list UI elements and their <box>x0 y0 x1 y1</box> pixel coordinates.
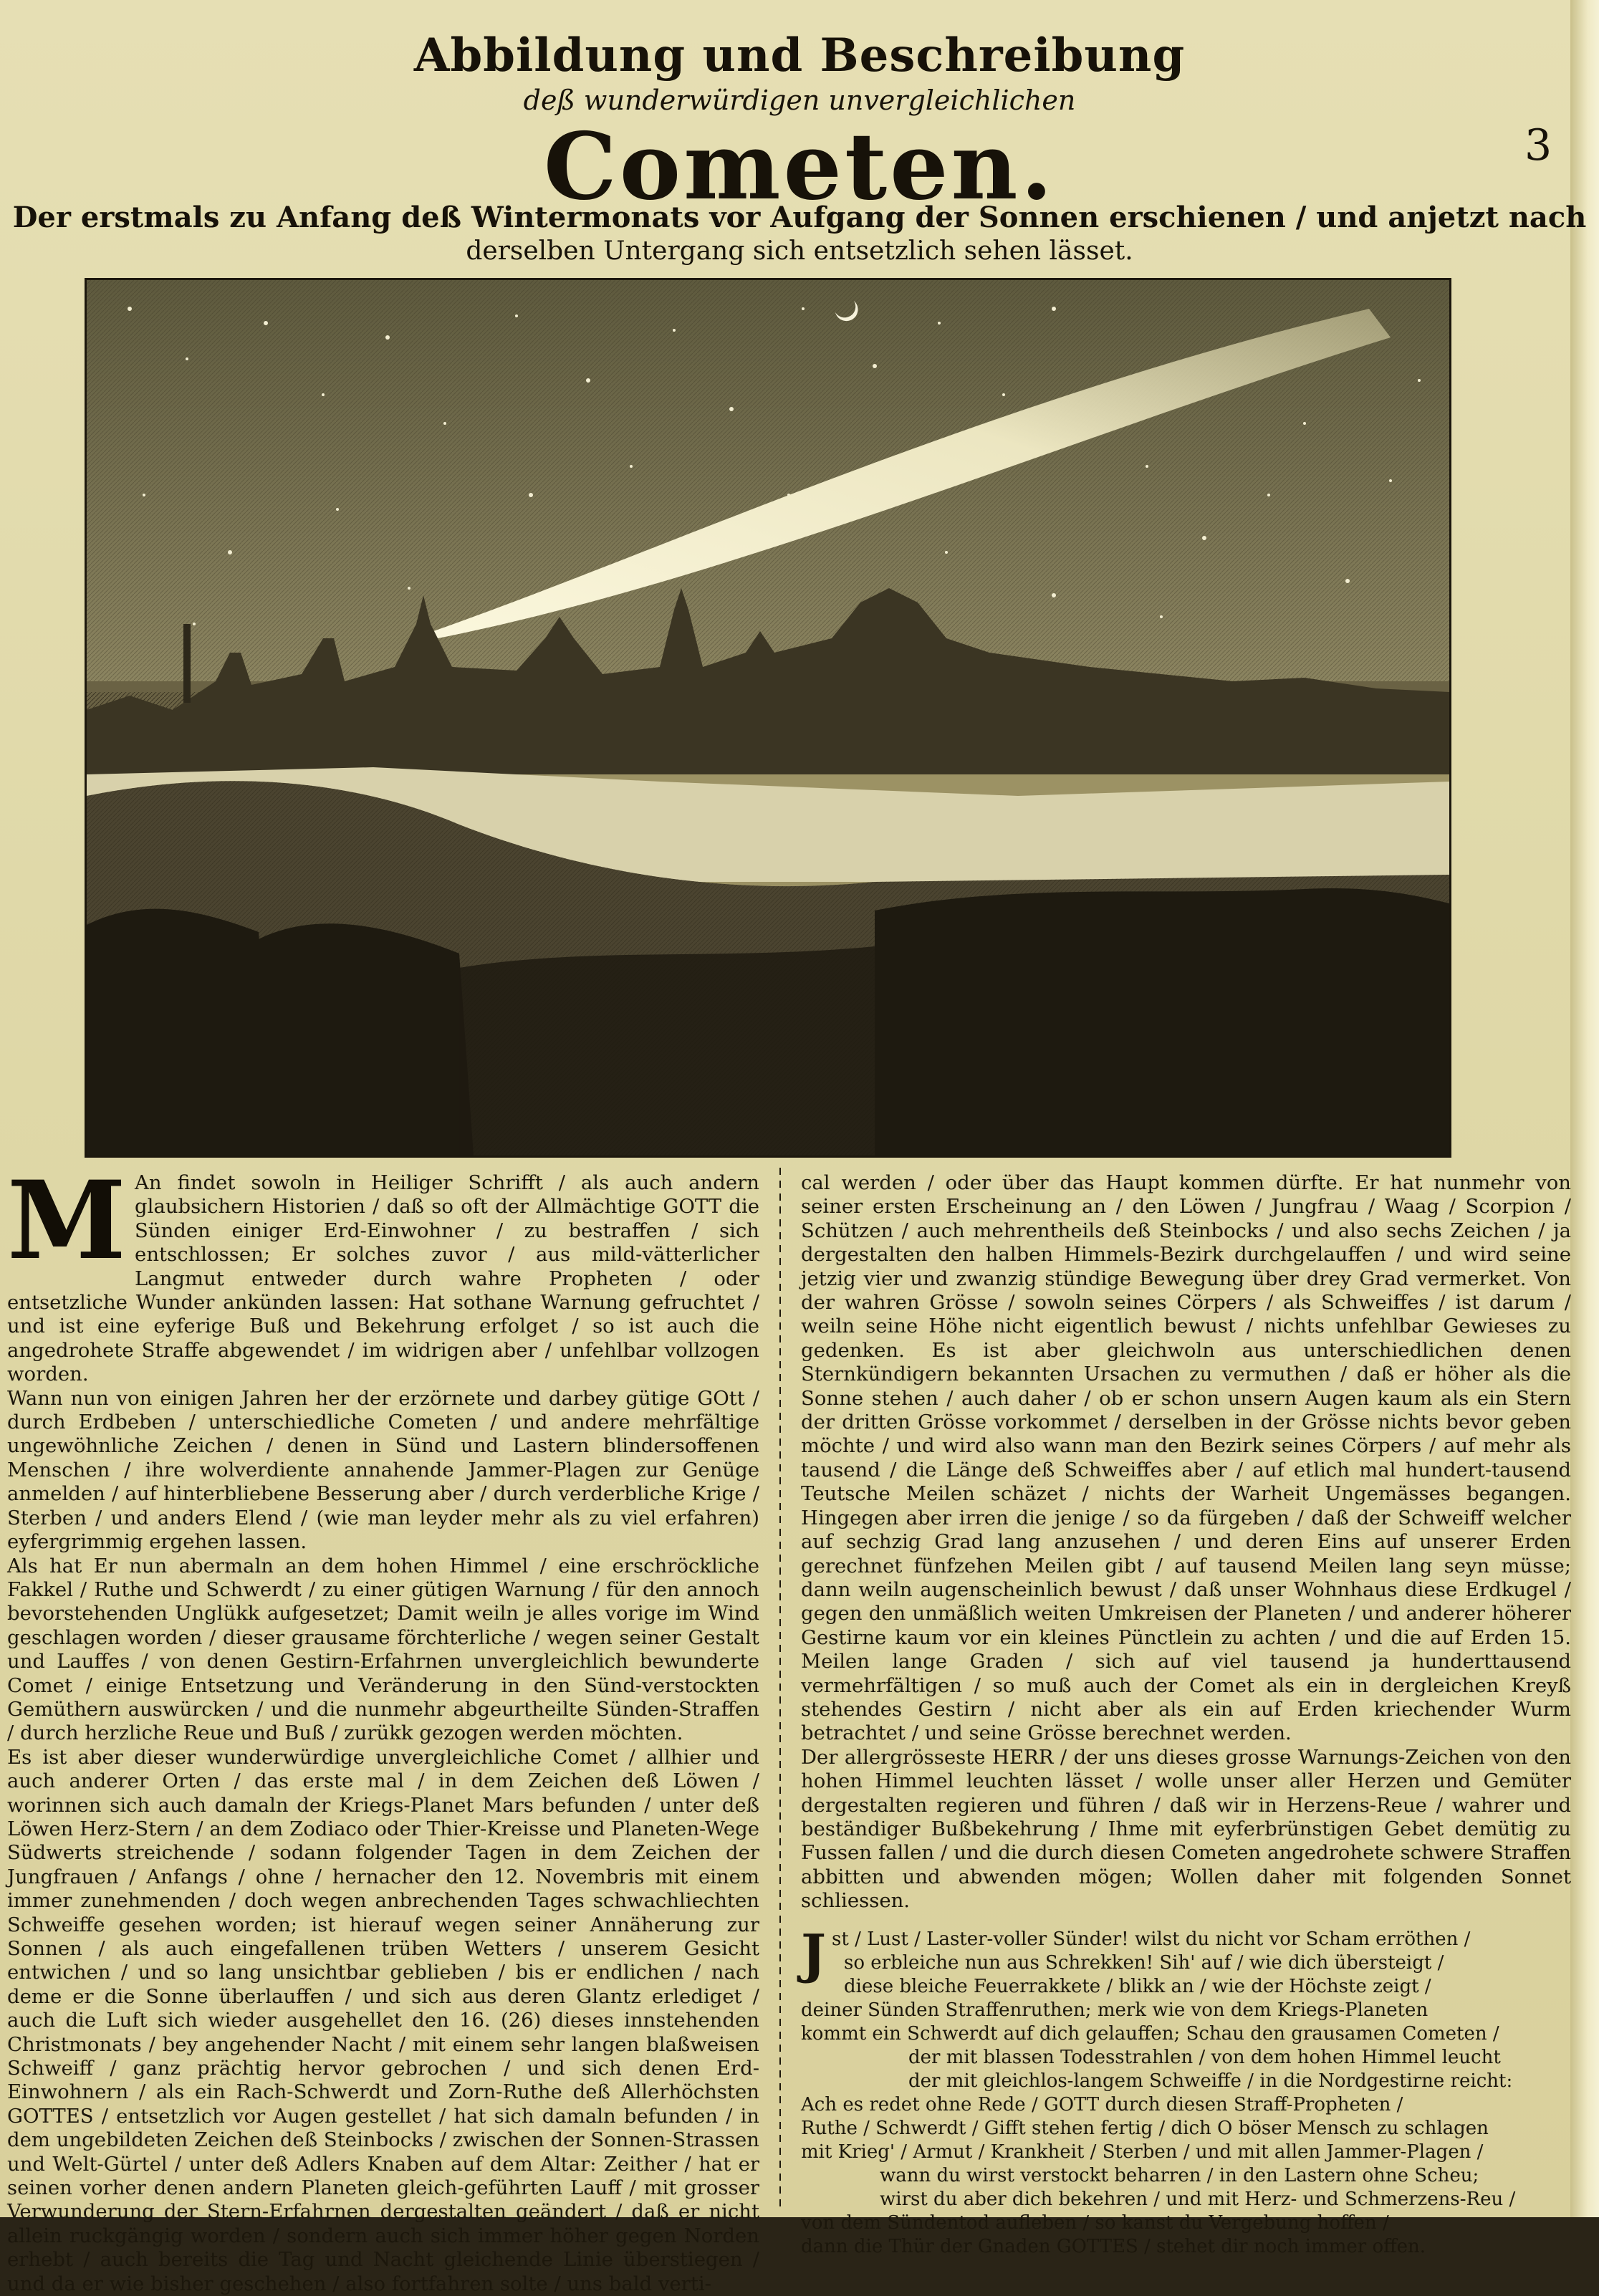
page-edge <box>1570 0 1599 2217</box>
drop-cap: M <box>7 1158 127 1284</box>
main-title: Cometen. <box>543 113 1056 221</box>
sonnet-line: wann du wirst verstockt beharren / in den Lastern ohne Scheu; <box>880 2164 1479 2186</box>
comet-engraving <box>85 278 1451 1158</box>
subtitle-line-2: derselben Untergang sich entsetzlich sehen lässet. <box>466 236 1133 266</box>
engraving-illustration <box>87 280 1449 1156</box>
paragraph: Als hat Er nun abermaln an dem hohen Himmel / eine erschröckliche Fakkel / Ruthe und Schwerdt / zu einer gütigen Warnung / für den annoch bevorstehenden Unglükk aufgesetzet; Damit weiln je alles vorige im Wind geschlagen worden / dieser grausame förchterliche / wegen seiner Gestalt und Lauffes / von denen Gestirn-Erfahrnen unvergleichlich bewunderte Comet / einige Entsetzung und Veränderung in den Sünd-verstockten Gemüthern auswürcken / und die nunmehr abgeurtheilte Sünden-Straffen / durch herzliche Reue und Buß / zurükk gezogen werden möchten. <box>7 1554 759 1745</box>
sonnet-initial: J <box>801 1923 827 1985</box>
sonnet-line: Ach es redet ohne Rede / GOTT durch diesen Straff-Propheten / <box>801 2093 1403 2115</box>
paragraph: Es ist aber dieser wunderwürdige unvergleichliche Comet / allhier und auch anderer Orten / das erste mal / in dem Zeichen deß Löwen / worinnen sich auch damaln der Kriegs-Planet Mars befunden / unter deß Löwen Herz-Stern / an dem Zodiaco oder Thier-Kreisse und Planeten-Wege Südwerts streichende / sodann folgender Tagen in dem Zeichen der Jungfrauen / Anfangs / ohne / hernacher den 12. Novembris mit einem immer zunehmenden / doch wegen anbrechenden Tages schwachliechten Schweiffe gesehen worden; ist hierauf wegen seiner Annäherung zur Sonnen / als auch eingefallenen trüben Wetters / unserem Gesicht entwichen / und so lang unsichtbar geblieben / bis er endlichen / nach deme er die Sonne überlauffen / und sich aus deren Glantz erlediget / auch die Luft sich wieder ausgehellet den 16. (26) dieses innstehenden Christmonats / bey angehender Nacht / mit einem sehr langen blaßweisen Schweiff / ganz prächtig hervor gebrochen / und sich denen Erd-Einwohnern / als ein Rach-Schwerdt und Zorn-Ruthe deß Allerhöchsten GOTTES / entsetzlich vor Augen gestellet / hat sich damaln befunden / in dem ungebildeten Zeichen deß Steinbocks / zwischen der Sonnen-Strassen und Welt-Gürtel / unter deß Adlers Knaben auf dem Altar: Zeither / hat er seinen vorher denen andern Planeten gleich-geführten Lauff / mit grosser Verwunderung der Stern-Erfahrnen dergestalten geändert / daß er nicht allein ruckgängig worden / sondern auch sich immer höher gegen Norden erhebt / auch bereits die Tag und Nacht gleichende Linie überstiegen / und da er wie bisher geschehen / also fortfahren solte / uns bald verti- <box>7 1745 759 2295</box>
sonnet-line: deiner Sünden Straffenruthen; merk wie von dem Kriegs-Planeten <box>801 1999 1428 2021</box>
subtitle-line-1: Der erstmals zu Anfang deß Wintermonats vor Aufgang der Sonnen erschienen / und anjetzt nach <box>12 201 1587 234</box>
sonnet-line: von dem Sündentod aufleben / so kanst du Vergebung hoffen / <box>801 2211 1389 2234</box>
sonnet-line: wirst du aber dich bekehren / und mit Herz- und Schmerzens-Reu / <box>880 2188 1516 2210</box>
sonnet-line: so erbleiche nun aus Schrekken! Sih' auf / wie dich übersteigt / <box>844 1951 1444 1974</box>
paragraph: An findet sowoln in Heiliger Schrifft / als auch andern glaubsichern Historien / daß so oft der Allmächtige GOTT die Sünden einiger Erd-Einwohner / zu bestraffen / sich entschlossen; Er solches zuvor / aus mild-vätterlicher Langmut entweder durch wahre Propheten / oder entsetzliche Wunder ankünden lassen: Hat sothane Warnung gefruchtet / und ist eine eyferige Buß und Bekehrung erfolget / so ist auch die angedrohete Straffe abgewendet / im widrigen aber / unfehlbar vollzogen worden. <box>7 1171 759 1386</box>
paragraph: Der allergrösseste HERR / der uns dieses grosse Warnungs-Zeichen von den hohen Himmel leuchten lässet / wolle unser aller Herzen und Gemüter dergestalten regieren und führen / daß wir in Herzens-Reue / wahrer und beständiger Bußbekehrung / Ihme mit eyferbrünstigen Gebet demütig zu Fussen fallen / und die durch diesen Cometen angedrohete schwere Straffen abbitten und abwenden mögen; Wollen daher mit folgenden Sonnet schliessen. <box>801 1745 1571 1913</box>
title-line-1: Abbildung und Beschreibung <box>413 29 1186 82</box>
sonnet-line: Ruthe / Schwerdt / Gifft stehen fertig / dich O böser Mensch zu schlagen <box>801 2117 1489 2139</box>
sonnet-line: der mit gleichlos-langem Schweiffe / in die Nordgestirne reicht: <box>908 2070 1513 2092</box>
sonnet-line: kommt ein Schwerdt auf dich gelauffen; Schau den grausamen Cometen / <box>801 2022 1499 2045</box>
column-divider-ornament <box>772 1168 788 2206</box>
sonnet-line: st / Lust / Laster-voller Sünder! wilst du nicht vor Scham erröthen / <box>832 1928 1471 1950</box>
paragraph: Wann nun von einigen Jahren her der erzörnete und darbey gütige GOtt / durch Erdbeben / unterschiedliche Cometen / und andere mehrfältige ungewöhnliche Zeichen / denen in Sünd und Lastern blindersoffenen Menschen / ihre wolverdiente annahende Jammer-Plagen zur Genüge anmelden / auf hinterbliebene Besserung aber / durch verderbliche Krige / Sterben / und anders Elend / (wie man leyder mehr als zu viel erfahren) eyfergrimmig ergehen lassen. <box>7 1386 759 1554</box>
corner-mark: 3 <box>1524 120 1552 170</box>
right-text-column <box>801 1171 1571 2257</box>
sonnet-line: mit Krieg' / Armut / Krankheit / Sterben / und mit allen Jammer-Plagen / <box>801 2141 1484 2163</box>
left-text-column <box>7 1158 759 2295</box>
title-line-2: deß wunderwürdigen unvergleichlichen <box>523 85 1076 116</box>
sonnet-line: dann die Thür der Gnaden GOTTES / stehet dir noch immer offen. <box>801 2235 1426 2257</box>
paragraph: cal werden / oder über das Haupt kommen dürfte. Er hat nunmehr von seiner ersten Erscheinung an / den Löwen / Jungfrau / Waag / Scorpion / Schützen / auch mehrentheils deß Steinbocks / und also sechs Zeichen / ja dergestalten den halben Himmels-Bezirk durchgelauffen / und wird seine jetzig vier und zwanzig stündige Bewegung über drey Grad vermerket. Von der wahren Grösse / sowoln seines Cörpers / als Schweiffes / ist darum / weiln seine Höhe nicht eigentlich bewust / nichts unfehlbar Gewieses zu gedenken. Es ist aber gleichwoln aus unterschiedlichen denen Sternkündigern bekannten Ursachen zu vermuthen / daß er höher als die Sonne stehen / auch daher / ob er schon unsern Augen kaum als ein Stern der dritten Grösse vorkommet / derselben in der Grösse nichts bevor geben möchte / und wird also wann man den Bezirk seines Cörpers / auf mehr als tausend / die Länge deß Schweiffes aber / auf etlich mal hundert-tausend Teutsche Meilen schäzet / nichts der Warheit Ungemässes begangen. Hingegen aber irren die jenige / so da fürgeben / daß der Schweiff welcher auf sechzig Grad lang anzusehen / und deren Eins auf unserer Erden gerechnet fünfzehen Meilen gibt / auf tausend Meilen lang seyn müsse; dann weiln augenscheinlich bewust / daß unser Wohnhaus diese Erdkugel / gegen den unmäßlich weiten Umkreisen der Planeten / und anderer höherer Gestirne kaum vor ein kleines Pünctlein zu achten / und die auf Erden 15. Meilen lange Graden / sich auf viel tausend ja hunderttausend vermehrfältigen / so muß auch der Comet als ein in dergleichen Kreyß stehendes Gestirn / nicht aber als ein auf Erden kriechender Wurm betrachtet / und seine Grösse berechnet werden. <box>801 1171 1571 1745</box>
sonnet-line: der mit blassen Todesstrahlen / von dem hohen Himmel leucht <box>908 2046 1501 2068</box>
sonnet-line: diese bleiche Feuerrakkete / blikk an / wie der Höchste zeigt / <box>844 1975 1431 1997</box>
sonnet <box>801 1923 1571 2259</box>
